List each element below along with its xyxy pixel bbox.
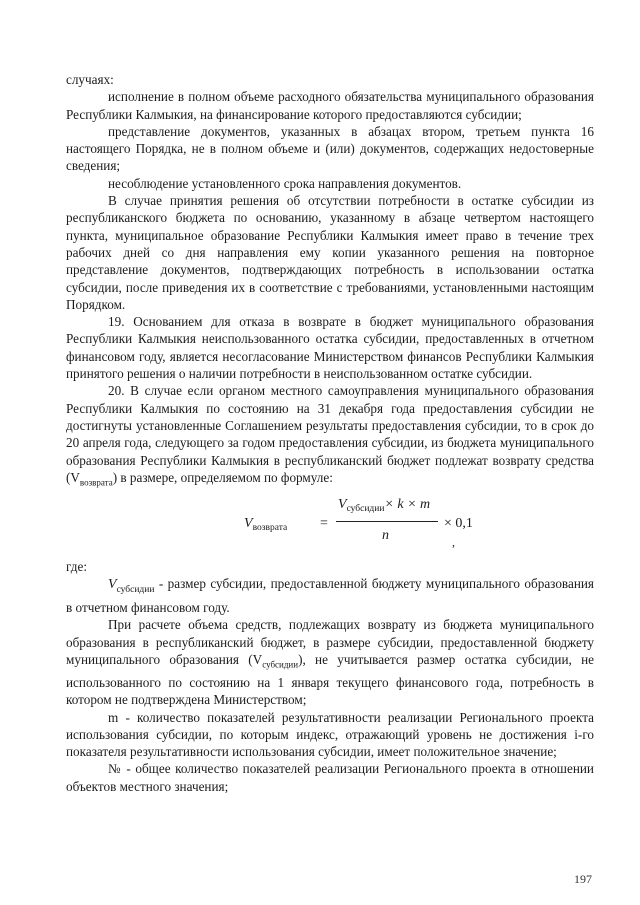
formula-lhs: [244, 515, 287, 537]
paragraph-calculation: [66, 616, 594, 708]
def-v-text: - размер субсидии, предоставленной бюджету муниципального образования в отчетном финансовом году.: [66, 576, 594, 616]
def-var-letter: V: [108, 577, 117, 593]
paragraph-full-execution: исполнение в полном объеме расходного обязательства муниципального образования Республики Калмыкия, на финансирование которого предоставляются субсидии;: [66, 89, 594, 122]
formula-num-sub: субсидии: [346, 503, 385, 514]
paragraph-documents: представление документов, указанных в абзацах втором, третьем пункта 16 настоящего Порядка, не в полном объеме и (или) документов, содержащих недостоверные сведения;: [66, 123, 594, 174]
formula-equals: =: [320, 515, 328, 531]
formula-denominator: n: [382, 527, 389, 543]
def-var: [108, 577, 155, 595]
paragraph-20-subscript: возврата: [79, 477, 113, 488]
paragraph-20: [66, 382, 594, 491]
paragraph-cases: случаях:: [66, 72, 114, 87]
paragraph-m-def: m - количество показателей результативности реализации Регионального проекта использования субсидии, по которым индекс, отражающий уровень не достижения i-го показателя результативности использования субсидии, имеет положительное значение;: [66, 709, 594, 760]
paragraph-calculation-end: ), не учитывается размер остатка субсидии, не использованного по состоянию на 1 января текущего финансового года, потребность в котором не подтверждена Министерством;: [66, 652, 595, 708]
formula-num-var: V: [338, 496, 347, 512]
def-var-sub: субсидии: [116, 584, 155, 595]
formula-num-rest: × k × m: [384, 496, 431, 512]
paragraph-20-text: 20. В случае если органом местного самоуправления муниципального образования Республики Калмыкия по состоянию на 31 декабря года предоставления субсидии не достигнуты установленные Соглашением результаты предоставления субсидии, то в срок до 20 апреля года, следующего за годом предоставления субсидии, из бюджета муниципального образования Республики Калмыкия в республиканский бюджет подлежат возврату средства (V: [66, 383, 594, 485]
formula-lhs-sub: возврата: [252, 522, 288, 533]
formula-numerator: [338, 496, 430, 518]
paragraph-where: где:: [66, 558, 87, 574]
paragraph-deadline: несоблюдение установленного срока направления документов.: [108, 175, 462, 191]
paragraph-def-v: [66, 575, 594, 616]
document-page: [66, 71, 594, 795]
paragraph-calculation-text: При расчете объема средств, подлежащих возврату из бюджета муниципального образования в республиканский бюджет, в размере субсидии, предоставленной бюджету муниципального образования (V: [66, 617, 594, 668]
formula-fraction-bar: [336, 521, 438, 522]
return-formula: [66, 494, 594, 558]
paragraph-calculation-sub: субсидии: [262, 659, 299, 670]
paragraph-n-def: № - общее количество показателей реализации Регионального проекта в отношении объектов местного значения;: [66, 761, 594, 794]
formula-multiplier: × 0,1: [444, 515, 473, 531]
page-number: 197: [574, 872, 592, 886]
formula-comma: ,: [452, 534, 455, 549]
paragraph-decision: В случае принятия решения об отсутствии потребности в остатке субсидии из республиканского бюджета по основанию, указанному в абзаце четвертом настоящего пункта, муниципальное образование Республики Калмыкия имеет право в течение трех рабочих дней со дня направления ему копии указанного решения на повторное представление документов, подтверждающих потребность в использовании остатка субсидии, после приведения их в соответствие с требованиями, установленными настоящим Порядком.: [66, 193, 594, 312]
formula-lhs-var: V: [244, 515, 253, 531]
paragraph-19: 19. Основанием для отказа в возврате в бюджет муниципального образования Республики Калмыкия неиспользованного остатка субсидии, предоставленных в отчетном финансовом году, является несогласование Министерством финансов Республики Калмыкия принятого решения о наличии потребности в неиспользованном остатке субсидии.: [66, 314, 594, 382]
paragraph-20-text-end: ) в размере, определяемом по формуле:: [112, 469, 333, 485]
